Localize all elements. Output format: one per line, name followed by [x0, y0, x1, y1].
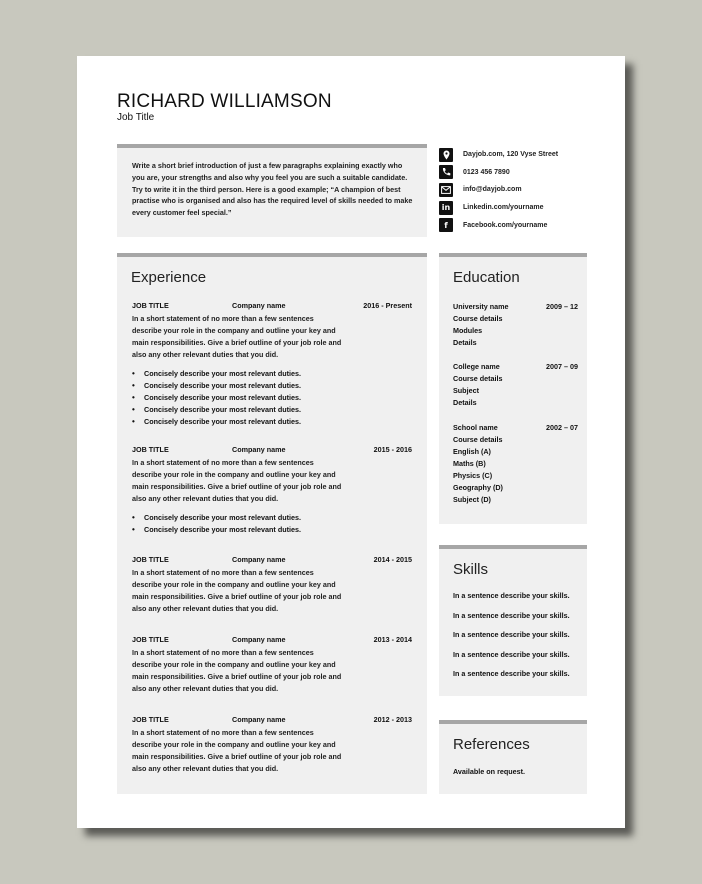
skill-item: In a sentence describe your skills. [453, 650, 570, 659]
education-entry [453, 361, 578, 409]
intro-box [117, 144, 427, 237]
job-entry [132, 635, 412, 695]
job-company: Company name [232, 635, 286, 644]
candidate-job-title: Job Title [117, 112, 155, 123]
education-line: Course details [453, 374, 503, 383]
email-icon [439, 183, 453, 197]
job-dates: 2013 - 2014 [373, 635, 412, 644]
education-line: English (A) [453, 447, 491, 456]
job-title: JOB TITLE [132, 445, 169, 454]
contact-facebook[interactable] [439, 216, 558, 234]
job-description: In a short statement of no more than a few sentences describe your role in the company and outline your key and main responsibilities. Give a brief outline of your job role and also any other relevant duties that you did. [132, 728, 342, 773]
duty-item: • Concisely describe your most relevant duties. [132, 404, 412, 416]
duty-item: • Concisely describe your most relevant duties. [132, 392, 412, 404]
job-title: JOB TITLE [132, 715, 169, 724]
job-company: Company name [232, 715, 286, 724]
skill-item: In a sentence describe your skills. [453, 591, 570, 600]
education-line: Course details [453, 435, 503, 444]
job-description: In a short statement of no more than a few sentences describe your role in the company and outline your key and main responsibilities. Give a brief outline of your job role and also any other relevant duties that you did. [132, 568, 342, 613]
education-line: Details [453, 338, 477, 347]
job-dates: 2014 - 2015 [373, 555, 412, 564]
contact-linkedin-text[interactable]: Linkedin.com/yourname [463, 204, 544, 212]
education-line: Maths (B) [453, 459, 486, 468]
job-dates: 2012 - 2013 [373, 715, 412, 724]
education-years: 2009 – 12 [546, 302, 578, 311]
education-years: 2007 – 09 [546, 362, 578, 371]
education-line: Subject (D) [453, 495, 491, 504]
education-school: College name [453, 362, 500, 371]
duty-item: • Concisely describe your most relevant duties. [132, 512, 412, 524]
map-pin-icon [439, 148, 453, 162]
skill-item: In a sentence describe your skills. [453, 611, 570, 620]
education-school: School name [453, 423, 498, 432]
duty-item: • Concisely describe your most relevant duties. [132, 380, 412, 392]
education-years: 2002 – 07 [546, 423, 578, 432]
duty-item: • Concisely describe your most relevant duties. [132, 416, 412, 428]
education-entry [453, 301, 578, 349]
education-heading: Education [453, 269, 520, 286]
phone-icon [439, 165, 453, 179]
education-line: Details [453, 398, 477, 407]
job-dates: 2015 - 2016 [373, 445, 412, 454]
job-dates: 2016 - Present [363, 301, 412, 310]
job-entry [132, 301, 412, 428]
job-company: Company name [232, 555, 286, 564]
education-line: Subject [453, 386, 479, 395]
job-duties [132, 512, 412, 536]
contact-phone [439, 164, 558, 182]
references-text: Available on request. [453, 767, 526, 776]
education-line: Course details [453, 314, 503, 323]
job-company: Company name [232, 445, 286, 454]
job-title: JOB TITLE [132, 301, 169, 310]
job-title: JOB TITLE [132, 635, 169, 644]
contact-email-text[interactable]: info@dayjob.com [463, 186, 522, 194]
references-section [439, 720, 587, 794]
contact-linkedin[interactable] [439, 199, 558, 217]
contact-email[interactable] [439, 181, 558, 199]
skills-heading: Skills [453, 561, 489, 578]
resume-page [77, 56, 625, 828]
duty-item: • Concisely describe your most relevant duties. [132, 524, 412, 536]
job-entry [132, 555, 412, 615]
intro-text: Write a short brief introduction of just a few paragraphs explaining exactly who you are, your strengths and also why you feel you are such a suitable candidate. Try to write it in the third person. Here is a good example; “A champion of best practise who is organised and also has the required level of skills needed to make every customer feel special.” [132, 161, 413, 218]
contact-list [439, 146, 558, 234]
contact-phone-text: 0123 456 7890 [463, 168, 510, 176]
linkedin-icon: in [439, 201, 453, 215]
education-line: Physics (C) [453, 471, 493, 480]
education-entry [453, 422, 578, 506]
duty-item: • Concisely describe your most relevant duties. [132, 368, 412, 380]
skills-section [439, 545, 587, 696]
job-description: In a short statement of no more than a few sentences describe your role in the company and outline your key and main responsibilities. Give a brief outline of your job role and also any other relevant duties that you did. [132, 458, 342, 503]
contact-facebook-text[interactable]: Facebook.com/yourname [463, 221, 548, 229]
experience-heading: Experience [131, 269, 207, 286]
references-heading: References [453, 736, 530, 753]
job-entry [132, 445, 412, 536]
facebook-icon: f [439, 218, 453, 232]
job-duties [132, 368, 412, 428]
job-company: Company name [232, 301, 286, 310]
job-entry [132, 715, 412, 775]
skill-item: In a sentence describe your skills. [453, 669, 570, 678]
job-description: In a short statement of no more than a few sentences describe your role in the company and outline your key and main responsibilities. Give a brief outline of your job role and also any other relevant duties that you did. [132, 314, 342, 359]
experience-section [117, 253, 427, 794]
education-line: Modules [453, 326, 483, 335]
candidate-name: RICHARD WILLIAMSON [117, 91, 332, 112]
education-section [439, 253, 587, 524]
education-school: University name [453, 302, 509, 311]
job-description: In a short statement of no more than a few sentences describe your role in the company and outline your key and main responsibilities. Give a brief outline of your job role and also any other relevant duties that you did. [132, 648, 342, 693]
job-title: JOB TITLE [132, 555, 169, 564]
contact-address [439, 146, 558, 164]
education-line: Geography (D) [453, 483, 503, 492]
contact-address-text: Dayjob.com, 120 Vyse Street [463, 151, 559, 159]
skill-item: In a sentence describe your skills. [453, 630, 570, 639]
